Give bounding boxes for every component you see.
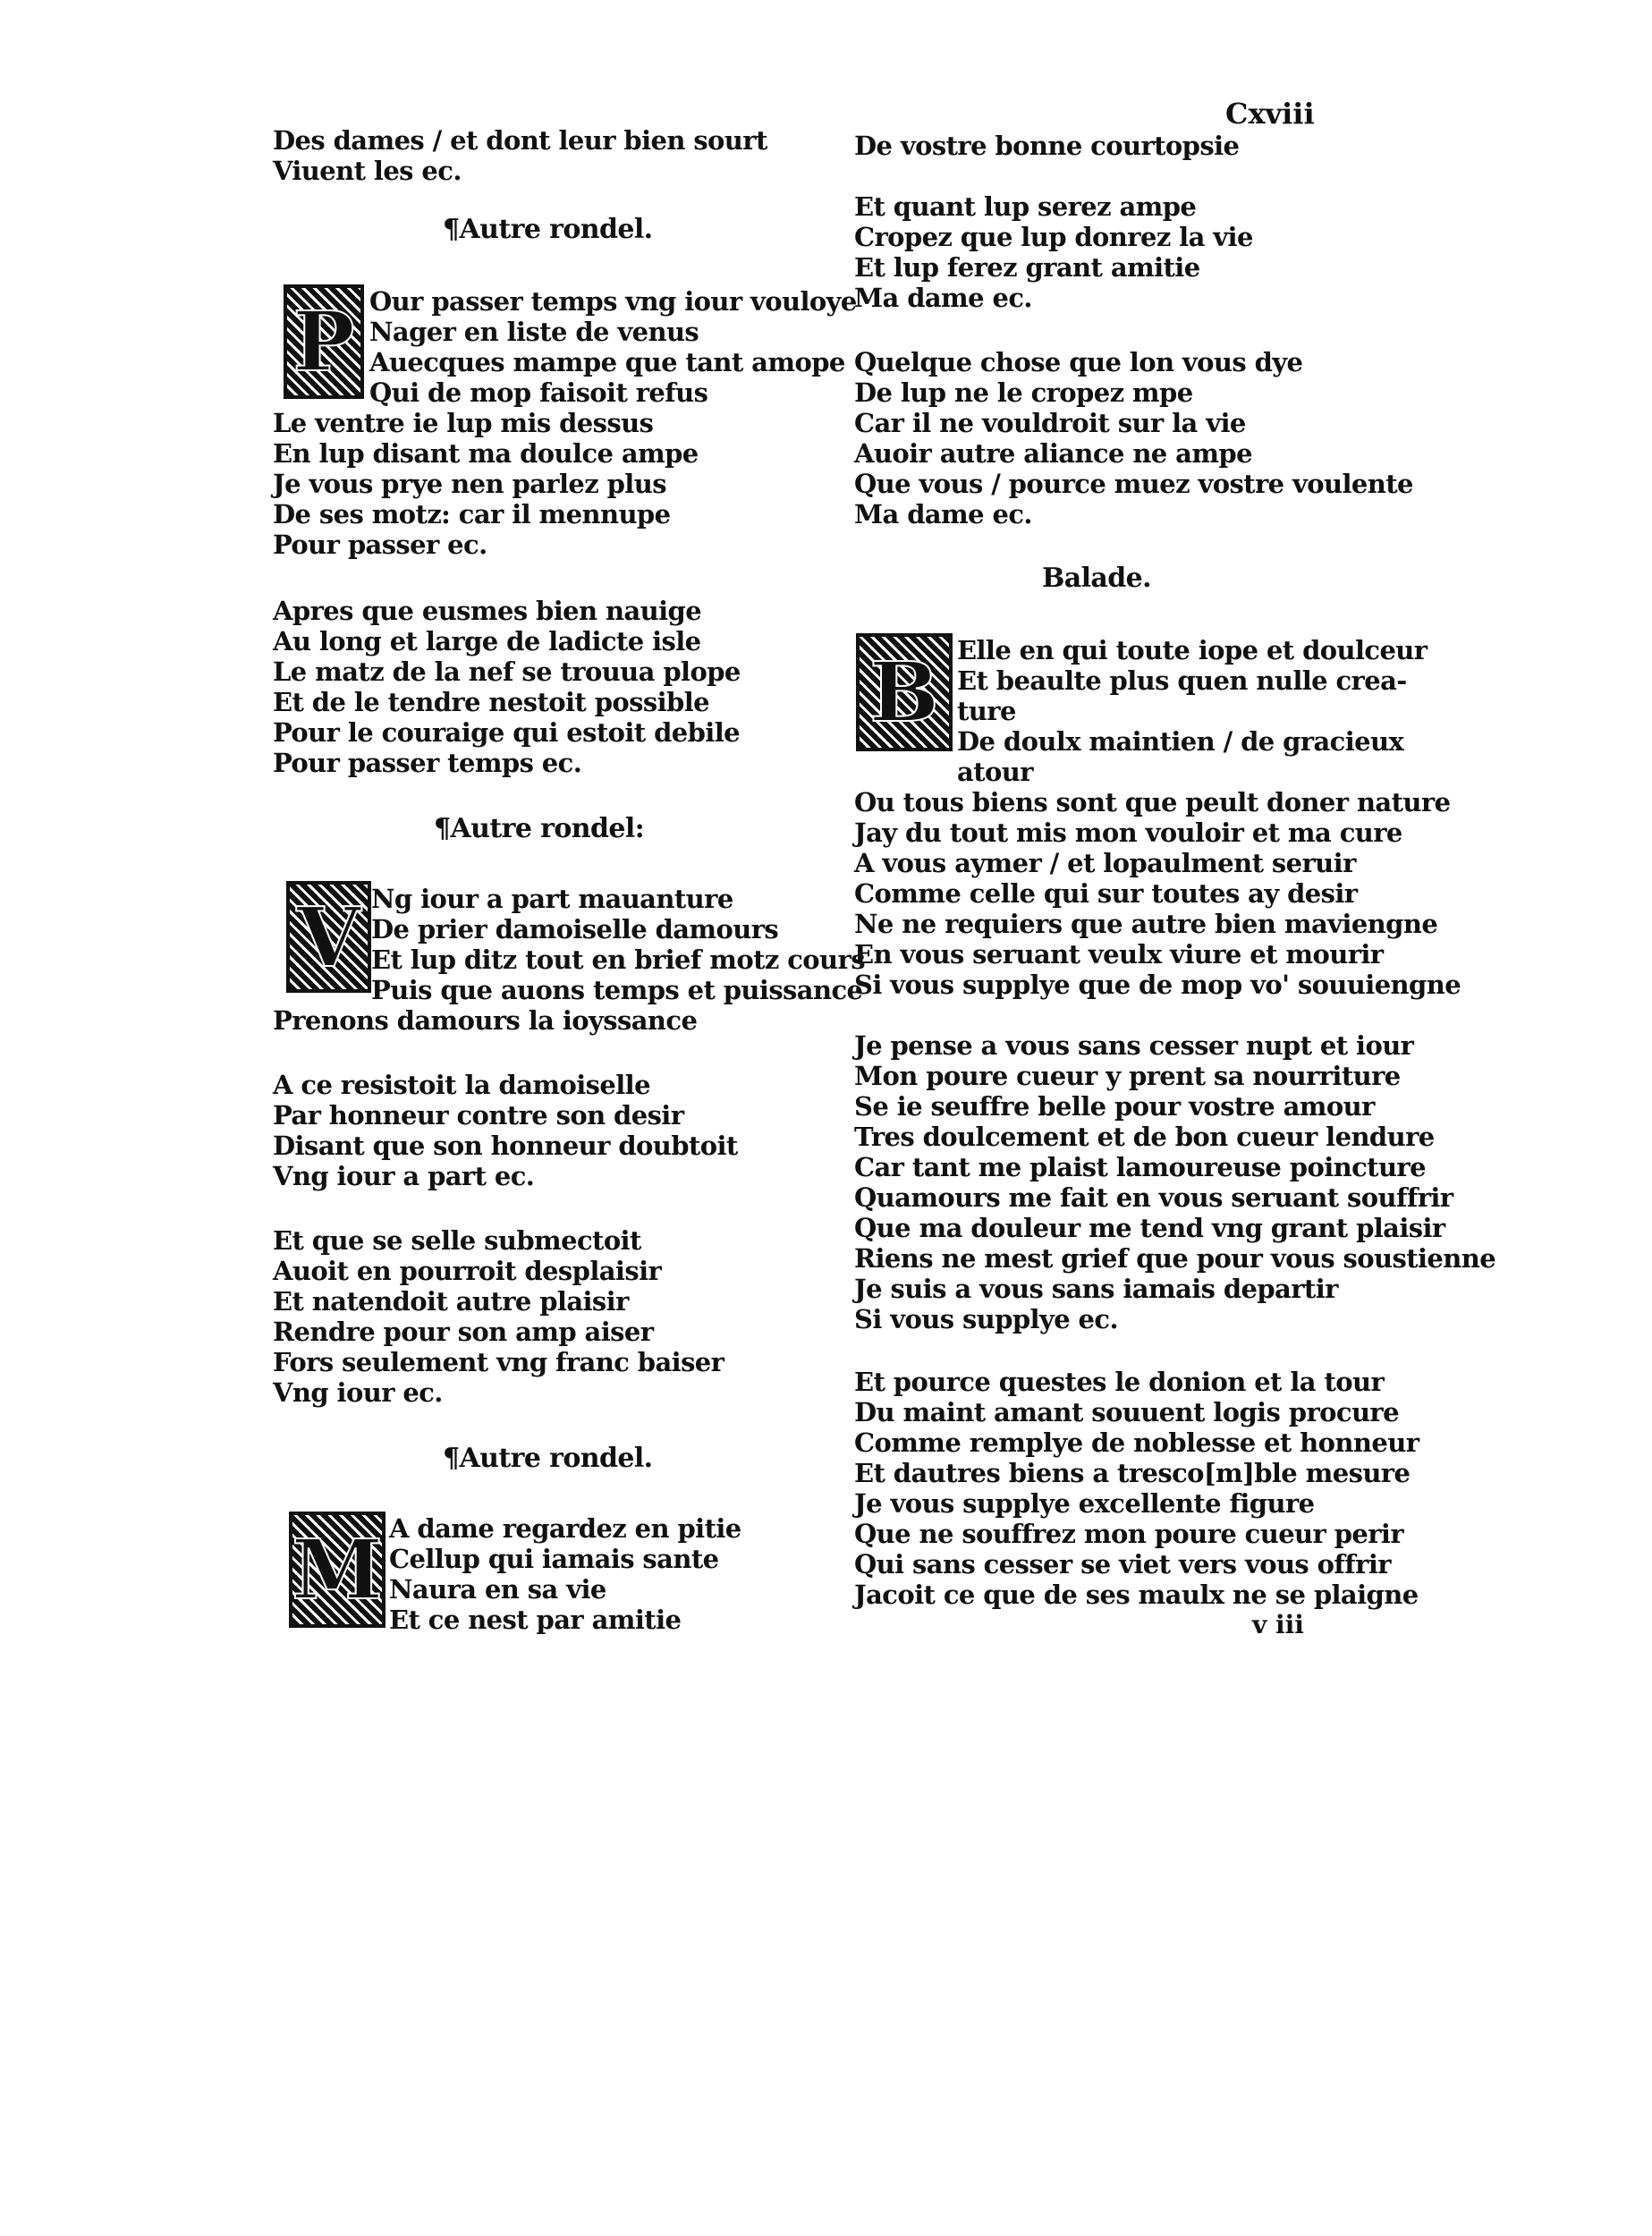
text-line: Et lup ferez grant amitie xyxy=(854,252,1200,283)
text-line: Et dautres biens a tresco[m]ble mesure xyxy=(854,1458,1411,1488)
text-line: En lup disant ma doulce ampe xyxy=(273,438,699,469)
text-line: Et que se selle submectoit xyxy=(273,1225,641,1256)
text-line: Vng iour a part ec. xyxy=(273,1161,535,1191)
text-line: Si vous supplye ec. xyxy=(854,1304,1118,1334)
text-line: Viuent les ec. xyxy=(273,156,462,186)
text-line: Apres que eusmes bien nauige xyxy=(273,596,702,626)
text-line: Du maint amant souuent logis procure xyxy=(854,1397,1399,1427)
initial-capital xyxy=(284,284,364,399)
text-line: Cellup qui iamais sante xyxy=(389,1544,719,1574)
text-line: Et quant lup serez ampe xyxy=(854,191,1197,222)
section-heading: ¶Autre rondel. xyxy=(443,214,653,245)
folio-number: Cxviii xyxy=(1225,97,1315,131)
text-line: Je vous prye nen parlez plus xyxy=(273,469,666,499)
section-heading: Balade. xyxy=(1042,563,1151,594)
text-line: Qui de mop faisoit refus xyxy=(369,377,708,408)
pilcrow-mark: ¶ xyxy=(443,214,460,245)
text-line: Auoit en pourroit desplaisir xyxy=(273,1256,662,1286)
text-line: Cropez que lup donrez la vie xyxy=(854,222,1253,252)
initial-letter: P xyxy=(287,288,360,395)
text-line: A vous aymer / et lopaulment seruir xyxy=(854,848,1356,878)
text-line: De ses motz: car il mennupe xyxy=(273,499,671,529)
text-line: Car tant me plaist lamoureuse poincture xyxy=(854,1152,1426,1182)
text-line: Pour passer ec. xyxy=(273,529,487,560)
text-line: Des dames / et dont leur bien sourt xyxy=(273,125,767,156)
text-line: Ou tous biens sont que peult doner nature xyxy=(854,787,1451,817)
pilcrow-mark: ¶ xyxy=(443,1443,460,1474)
text-line: Ma dame ec. xyxy=(854,283,1032,313)
text-line: Disant que son honneur doubtoit xyxy=(273,1131,738,1161)
text-line: Et natendoit autre plaisir xyxy=(273,1286,629,1317)
initial-capital xyxy=(286,881,371,993)
text-line: Mon poure cueur y prent sa nourriture xyxy=(854,1061,1401,1091)
text-line: Que ma douleur me tend vng grant plaisir xyxy=(854,1213,1445,1243)
text-line: Je suis a vous sans iamais departir xyxy=(854,1274,1338,1304)
signature-mark: v iii xyxy=(1252,1610,1304,1639)
text-line: Vng iour ec. xyxy=(273,1377,443,1408)
text-line: Quamours me fait en vous seruant souffrir xyxy=(854,1182,1453,1213)
text-line: Je vous supplye excellente figure xyxy=(854,1488,1315,1519)
text-line: Auecques mampe que tant amope xyxy=(369,347,845,377)
text-line: Ne ne requiers que autre bien maviengne xyxy=(854,909,1438,939)
text-line: Quelque chose que lon vous dye xyxy=(854,347,1303,377)
pilcrow-mark: ¶ xyxy=(434,813,451,844)
text-line: Our passer temps vng iour vouloye xyxy=(369,286,857,317)
text-line: Naura en sa vie xyxy=(389,1574,606,1605)
text-line: A dame regardez en pitie xyxy=(389,1513,741,1544)
initial-letter: V xyxy=(290,885,368,989)
text-line: Comme celle qui sur toutes ay desir xyxy=(854,878,1358,909)
section-heading: ¶Autre rondel. xyxy=(443,1443,653,1474)
text-line: Tres doulcement et de bon cueur lendure xyxy=(854,1122,1435,1152)
text-line: Pour passer temps ec. xyxy=(273,748,582,778)
text-line: Le matz de la nef se trouua plope xyxy=(273,656,741,687)
text-line: Que vous / pource muez vostre voulente xyxy=(854,469,1413,499)
text-line: De prier damoiselle damours xyxy=(371,914,779,944)
text-line: Le ventre ie lup mis dessus xyxy=(273,408,654,438)
text-line: Ma dame ec. xyxy=(854,499,1032,529)
text-line: De doulx maintien / de gracieux xyxy=(957,726,1404,757)
text-line: Que ne souffrez mon poure cueur perir xyxy=(854,1519,1404,1549)
text-line: Et lup ditz tout en brief motz cours xyxy=(371,944,865,975)
initial-capital xyxy=(289,1512,385,1628)
text-line: Et beaulte plus quen nulle crea- xyxy=(957,665,1407,696)
text-line: Jacoit ce que de ses maulx ne se plaigne xyxy=(854,1580,1419,1610)
section-heading: ¶Autre rondel: xyxy=(434,813,645,844)
text-line: De lup ne le cropez mpe xyxy=(854,377,1193,408)
text-line: Par honneur contre son desir xyxy=(273,1100,684,1131)
text-line: Je pense a vous sans cesser nupt et iour xyxy=(854,1030,1414,1061)
text-line: atour xyxy=(957,757,1033,787)
text-line: Jay du tout mis mon vouloir et ma cure xyxy=(854,817,1402,848)
initial-letter: M xyxy=(292,1515,382,1624)
text-line: Au long et large de ladicte isle xyxy=(273,626,701,656)
text-line: Rendre pour son amp aiser xyxy=(273,1317,654,1347)
text-line: Pour le couraige qui estoit debile xyxy=(273,717,740,748)
text-line: Car il ne vouldroit sur la vie xyxy=(854,408,1246,438)
text-line: Qui sans cesser se viet vers vous offrir xyxy=(854,1549,1391,1580)
text-line: Elle en qui toute iope et doulceur xyxy=(957,635,1427,665)
initial-letter: B xyxy=(860,637,949,748)
text-line: En vous seruant veulx viure et mourir xyxy=(854,939,1384,970)
text-line: Riens ne mest grief que pour vous soustienne xyxy=(854,1243,1496,1274)
text-line: Et ce nest par amitie xyxy=(389,1605,682,1635)
text-line: Nager en liste de venus xyxy=(369,317,699,347)
text-line: Et pource questes le donion et la tour xyxy=(854,1367,1385,1397)
text-line: Prenons damours la ioyssance xyxy=(273,1005,698,1036)
text-line: De vostre bonne courtopsie xyxy=(854,131,1240,161)
text-line: Auoir autre aliance ne ampe xyxy=(854,438,1252,469)
initial-capital xyxy=(856,633,953,751)
text-line: Ng iour a part mauanture xyxy=(371,884,733,914)
text-line: ture xyxy=(957,696,1016,726)
text-line: Si vous supplye que de mop vo' souuiengne xyxy=(854,970,1461,1000)
text-line: Fors seulement vng franc baiser xyxy=(273,1347,724,1377)
text-line: Puis que auons temps et puissance xyxy=(371,975,863,1005)
text-line: A ce resistoit la damoiselle xyxy=(273,1070,650,1100)
text-line: Se ie seuffre belle pour vostre amour xyxy=(854,1091,1375,1122)
text-line: Et de le tendre nestoit possible xyxy=(273,687,709,717)
text-line: Comme remplye de noblesse et honneur xyxy=(854,1427,1419,1458)
